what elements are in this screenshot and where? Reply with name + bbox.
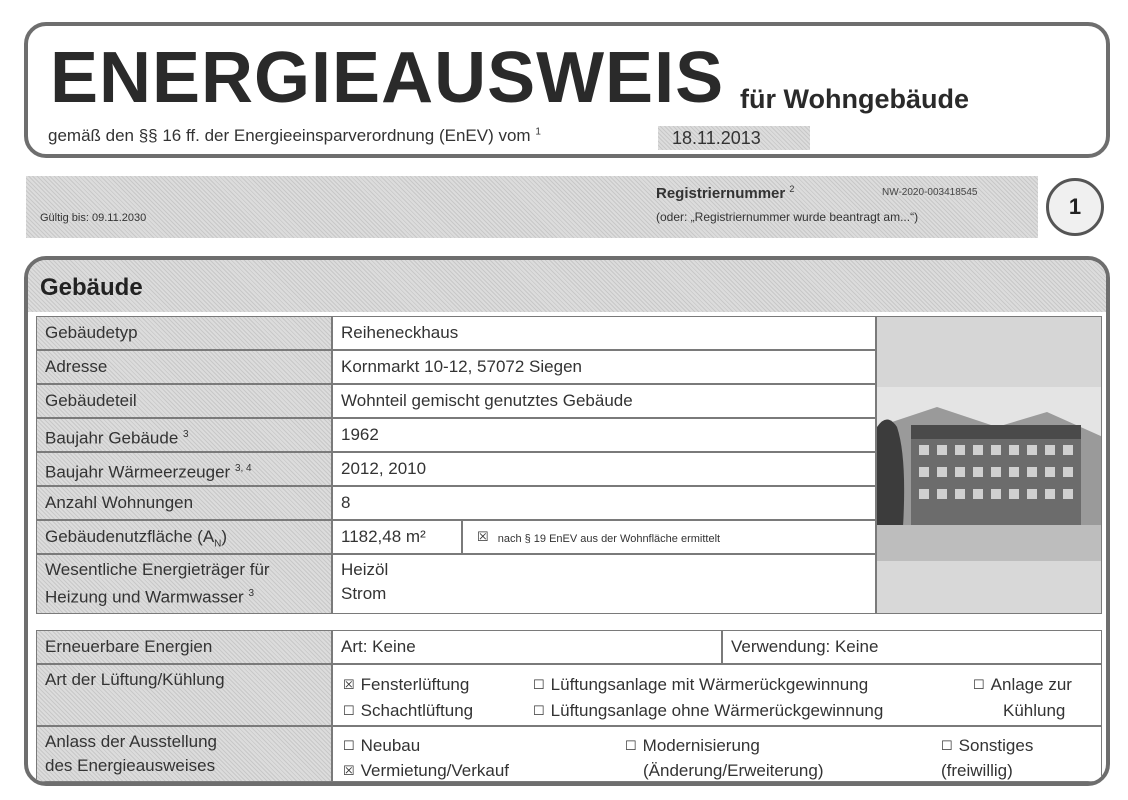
without-recovery-checkbox[interactable]: ☐ bbox=[533, 703, 545, 718]
cooling-label-line1: Anlage zur bbox=[990, 675, 1072, 694]
label-energy-carrier-footnote: 3 bbox=[248, 588, 255, 599]
label-energy-carrier-line2: Heizung und Warmwasser bbox=[45, 587, 244, 607]
label-energy-carrier-line1: Wesentliche Energieträger für bbox=[45, 560, 270, 579]
value-year-generator[interactable]: 2012, 2010 bbox=[332, 452, 876, 486]
registration-label-text: Registriernummer bbox=[656, 185, 786, 202]
label-building-type: Gebäudetyp bbox=[36, 316, 332, 350]
page-number-badge: 1 bbox=[1046, 178, 1104, 236]
window-ventilation-label: Fensterlüftung bbox=[360, 675, 470, 694]
with-recovery-label: Lüftungsanlage mit Wärmerückgewinnung bbox=[550, 675, 869, 694]
window-ventilation-checkbox[interactable]: ☒ bbox=[343, 677, 355, 692]
registration-number[interactable]: NW-2020-003418545 bbox=[882, 187, 978, 198]
legal-basis-footnote: 1 bbox=[535, 126, 541, 138]
label-renewable: Erneuerbare Energien bbox=[36, 630, 332, 664]
new-building-label: Neubau bbox=[360, 736, 421, 755]
value-year-building[interactable]: 1962 bbox=[332, 418, 876, 452]
other-checkbox[interactable]: ☐ bbox=[941, 738, 953, 753]
building-photo-image bbox=[877, 317, 1102, 614]
label-ventilation: Art der Lüftung/Kühlung bbox=[36, 664, 332, 726]
option-shaft-ventilation[interactable] bbox=[343, 695, 473, 726]
modernisation-label-line2: (Änderung/Erweiterung) bbox=[643, 761, 824, 780]
value-renewable-use[interactable]: Verwendung: Keine bbox=[722, 630, 1102, 664]
legal-basis-text: gemäß den §§ 16 ff. der Energieeinsparverordnung (EnEV) vom bbox=[48, 126, 531, 145]
modernisation-checkbox[interactable]: ☐ bbox=[625, 738, 637, 753]
label-year-generator-text: Baujahr Wärmeerzeuger bbox=[45, 462, 231, 482]
other-label-line2: (freiwillig) bbox=[941, 761, 1013, 780]
usable-area-method bbox=[462, 520, 876, 554]
registration-footnote: 2 bbox=[789, 184, 795, 194]
valid-until-label: Gültig bis: bbox=[40, 212, 89, 224]
value-units[interactable]: 8 bbox=[332, 486, 876, 520]
modernisation-label-line1: Modernisierung bbox=[642, 736, 760, 755]
label-occasion-line2: des Energieausweises bbox=[45, 756, 216, 775]
energy-carrier-1: Heizöl bbox=[341, 560, 389, 579]
label-year-generator bbox=[36, 452, 332, 486]
value-building-type[interactable]: Reiheneckhaus bbox=[332, 316, 876, 350]
option-rent-sale[interactable] bbox=[343, 755, 509, 782]
rent-sale-label: Vermietung/Verkauf bbox=[360, 761, 510, 780]
section-header bbox=[28, 260, 1106, 312]
rent-sale-checkbox[interactable]: ☒ bbox=[343, 763, 355, 778]
label-occasion-line1: Anlass der Ausstellung bbox=[45, 732, 217, 751]
area-method-checkbox[interactable]: ☒ bbox=[477, 529, 489, 544]
value-energy-carrier[interactable] bbox=[332, 554, 876, 614]
enev-date-field[interactable]: 18.11.2013 bbox=[658, 126, 810, 150]
registration-label bbox=[656, 184, 794, 202]
ventilation-options bbox=[332, 664, 1102, 726]
registration-note: (oder: „Registriernummer wurde beantragt am...“) bbox=[656, 210, 919, 224]
label-usable-area-sub: N bbox=[214, 538, 222, 550]
valid-until-date[interactable]: 09.11.2030 bbox=[91, 212, 147, 224]
label-usable-area-post: ) bbox=[221, 527, 228, 546]
label-year-building bbox=[36, 418, 332, 452]
area-method-label: nach § 19 EnEV aus der Wohnfläche ermittelt bbox=[497, 533, 721, 545]
label-usable-area bbox=[36, 520, 332, 554]
option-ventilation-without-recovery[interactable] bbox=[533, 695, 883, 726]
label-year-building-footnote: 3 bbox=[183, 429, 189, 440]
legal-basis bbox=[48, 126, 541, 146]
label-year-generator-footnote: 3, 4 bbox=[234, 463, 252, 474]
section-title: Gebäude bbox=[40, 274, 143, 301]
with-recovery-checkbox[interactable]: ☐ bbox=[533, 677, 545, 692]
label-usable-area-pre: Gebäudenutzfläche (A bbox=[45, 527, 215, 546]
other-label-line1: Sonstiges bbox=[958, 736, 1034, 755]
cooling-label-line2: Kühlung bbox=[1003, 701, 1066, 720]
label-occasion bbox=[36, 726, 332, 782]
validity-band bbox=[26, 176, 1038, 238]
cooling-checkbox[interactable]: ☐ bbox=[973, 677, 985, 692]
building-section bbox=[24, 256, 1110, 786]
label-energy-carrier bbox=[36, 554, 332, 614]
value-building-part[interactable]: Wohnteil gemischt genutztes Gebäude bbox=[332, 384, 876, 418]
energy-carrier-2: Strom bbox=[341, 584, 387, 603]
label-address: Adresse bbox=[36, 350, 332, 384]
shaft-ventilation-checkbox[interactable]: ☐ bbox=[343, 703, 355, 718]
label-units: Anzahl Wohnungen bbox=[36, 486, 332, 520]
value-usable-area[interactable]: 1182,48 m² bbox=[332, 520, 462, 554]
new-building-checkbox[interactable]: ☐ bbox=[343, 738, 355, 753]
building-photo bbox=[876, 316, 1102, 614]
shaft-ventilation-label: Schachtlüftung bbox=[360, 701, 474, 720]
document-subtitle: für Wohngebäude bbox=[740, 84, 969, 114]
document-title: ENERGIEAUSWEIS bbox=[50, 38, 725, 118]
label-year-building-text: Baujahr Gebäude bbox=[45, 428, 179, 448]
occasion-options bbox=[332, 726, 1102, 782]
value-renewable-type[interactable]: Art: Keine bbox=[332, 630, 722, 664]
label-building-part: Gebäudeteil bbox=[36, 384, 332, 418]
without-recovery-label: Lüftungsanlage ohne Wärmerückgewinnung bbox=[550, 701, 884, 720]
valid-until bbox=[40, 212, 146, 224]
certificate-header bbox=[24, 22, 1110, 158]
value-address[interactable]: Kornmarkt 10-12, 57072 Siegen bbox=[332, 350, 876, 384]
